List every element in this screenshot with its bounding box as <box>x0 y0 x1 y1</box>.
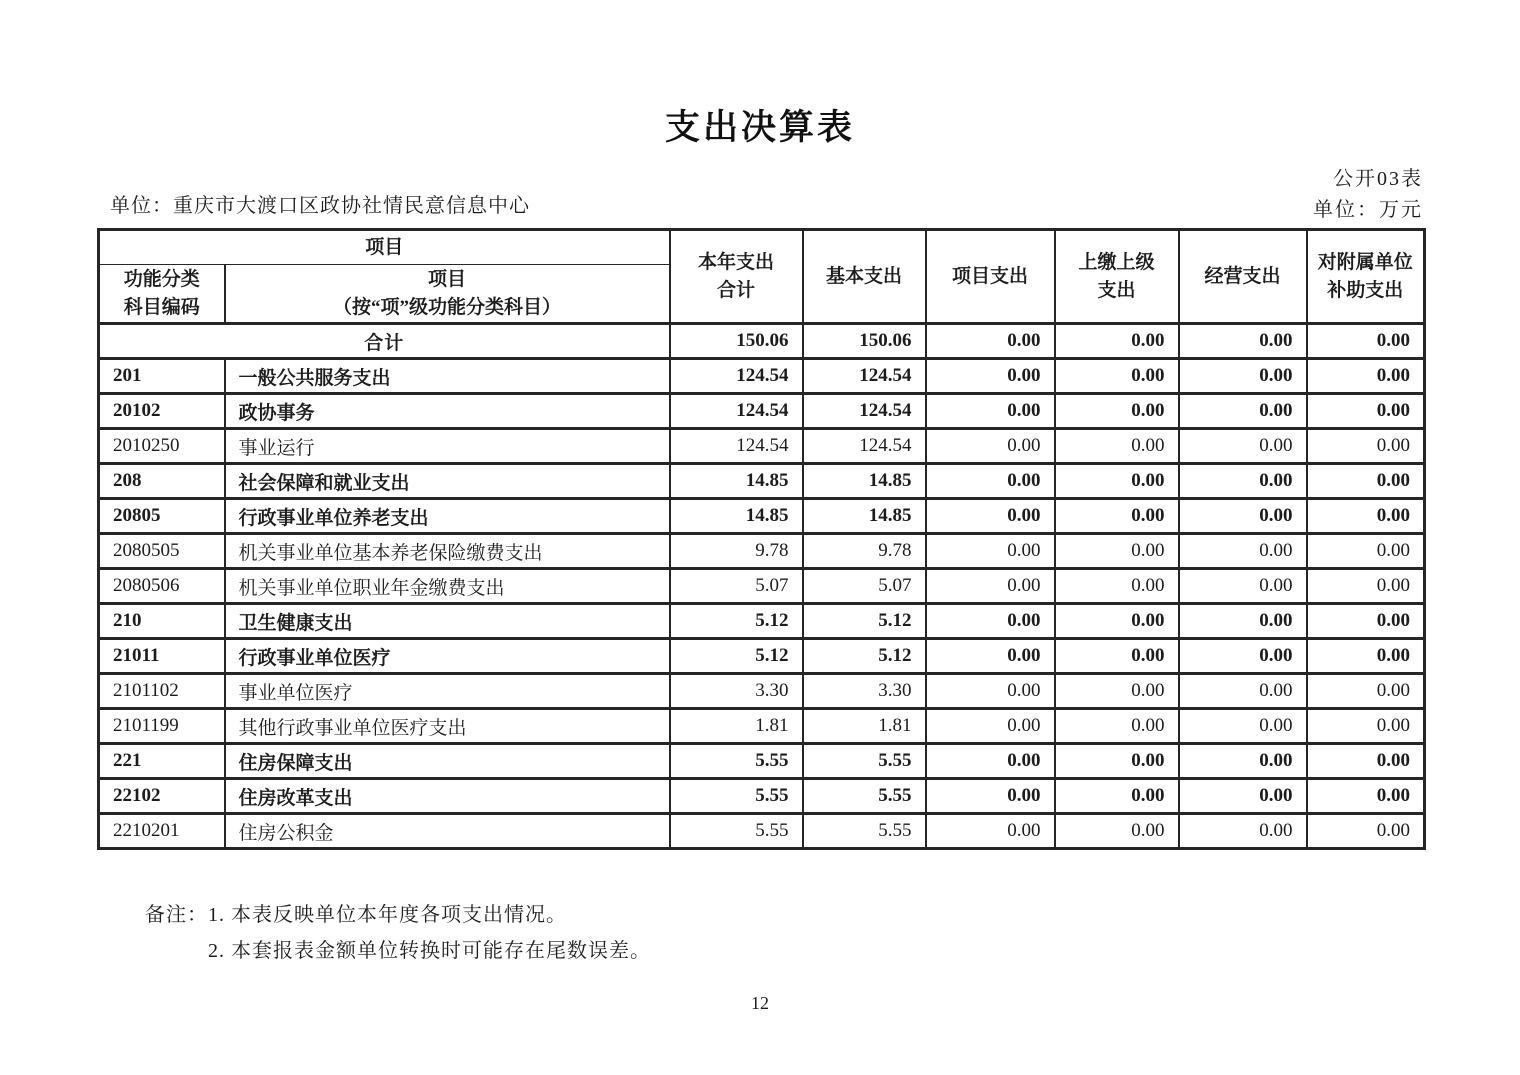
function-code-cell: 2101102 <box>99 674 225 709</box>
function-code-cell: 22102 <box>99 779 225 814</box>
table-row <box>99 779 1425 814</box>
value-cell: 3.30 <box>670 674 803 709</box>
value-cell: 0.00 <box>926 429 1055 464</box>
value-cell: 0.00 <box>1307 674 1425 709</box>
value-cell: 0.00 <box>926 709 1055 744</box>
notes-items <box>208 897 651 969</box>
value-cell: 5.55 <box>670 744 803 779</box>
value-cell: 0.00 <box>1055 394 1179 429</box>
value-cell: 5.55 <box>803 814 926 849</box>
total-value-cell: 0.00 <box>1179 324 1307 359</box>
value-cell: 0.00 <box>1179 709 1307 744</box>
value-cell: 124.54 <box>670 394 803 429</box>
header-row-group <box>99 230 1425 265</box>
value-cell: 5.12 <box>670 639 803 674</box>
value-cell: 0.00 <box>1307 604 1425 639</box>
value-cell: 0.00 <box>926 604 1055 639</box>
item-name-cell: 事业运行 <box>225 429 670 464</box>
value-cell: 0.00 <box>1055 359 1179 394</box>
page-number: 12 <box>751 993 769 1013</box>
total-value-cell: 0.00 <box>1307 324 1425 359</box>
value-cell: 0.00 <box>1307 429 1425 464</box>
value-cell: 0.00 <box>1179 744 1307 779</box>
function-code-cell: 20102 <box>99 394 225 429</box>
table-row <box>99 744 1425 779</box>
value-cell: 124.54 <box>670 359 803 394</box>
column-header-upturned-expenditure: 上缴上级 支出 <box>1055 230 1179 324</box>
table-row <box>99 604 1425 639</box>
value-cell: 0.00 <box>926 499 1055 534</box>
value-cell: 14.85 <box>803 464 926 499</box>
total-value-cell: 150.06 <box>803 324 926 359</box>
function-code-cell: 2080505 <box>99 534 225 569</box>
column-header-operating-expenditure: 经营支出 <box>1179 230 1307 324</box>
value-cell: 0.00 <box>1307 394 1425 429</box>
value-cell: 5.55 <box>803 779 926 814</box>
value-cell: 0.00 <box>1055 639 1179 674</box>
value-cell: 5.55 <box>670 779 803 814</box>
value-cell: 1.81 <box>670 709 803 744</box>
notes-section <box>145 897 651 969</box>
value-cell: 0.00 <box>926 744 1055 779</box>
value-cell: 0.00 <box>1307 814 1425 849</box>
value-cell: 0.00 <box>926 639 1055 674</box>
value-cell: 0.00 <box>926 569 1055 604</box>
column-header-basic-expenditure: 基本支出 <box>803 230 926 324</box>
value-cell: 5.12 <box>803 639 926 674</box>
value-cell: 0.00 <box>1179 779 1307 814</box>
column-header-function-code: 功能分类 科目编码 <box>99 265 225 324</box>
item-name-cell: 住房公积金 <box>225 814 670 849</box>
page-title: 支出决算表 <box>664 108 855 147</box>
item-name-cell: 事业单位医疗 <box>225 674 670 709</box>
value-cell: 0.00 <box>1055 744 1179 779</box>
value-cell: 124.54 <box>803 429 926 464</box>
table-header <box>99 230 1425 324</box>
function-code-cell: 201 <box>99 359 225 394</box>
item-name-cell: 住房改革支出 <box>225 779 670 814</box>
table-row <box>99 814 1425 849</box>
value-cell: 124.54 <box>803 359 926 394</box>
function-code-cell: 221 <box>99 744 225 779</box>
value-cell: 0.00 <box>1179 674 1307 709</box>
value-cell: 9.78 <box>670 534 803 569</box>
value-cell: 0.00 <box>1179 639 1307 674</box>
value-cell: 0.00 <box>1179 814 1307 849</box>
table-row <box>99 709 1425 744</box>
table-row <box>99 534 1425 569</box>
expenditure-table <box>97 228 1426 850</box>
org-unit-label: 单位：重庆市大渡口区政协社情民意信息中心 <box>110 195 530 217</box>
value-cell: 0.00 <box>1179 534 1307 569</box>
value-cell: 0.00 <box>926 534 1055 569</box>
value-cell: 0.00 <box>1055 779 1179 814</box>
header-project-group: 项目 <box>99 230 670 265</box>
value-cell: 0.00 <box>926 359 1055 394</box>
value-cell: 5.07 <box>803 569 926 604</box>
table-row <box>99 639 1425 674</box>
function-code-cell: 2010250 <box>99 429 225 464</box>
form-code-label: 公开03表 <box>1333 168 1423 190</box>
value-cell: 0.00 <box>1307 534 1425 569</box>
table-row <box>99 569 1425 604</box>
item-name-cell: 机关事业单位基本养老保险缴费支出 <box>225 534 670 569</box>
function-code-cell: 2210201 <box>99 814 225 849</box>
value-cell: 0.00 <box>926 779 1055 814</box>
value-cell: 124.54 <box>803 394 926 429</box>
function-code-cell: 20805 <box>99 499 225 534</box>
value-cell: 0.00 <box>1179 464 1307 499</box>
function-code-cell: 21011 <box>99 639 225 674</box>
table-row <box>99 464 1425 499</box>
total-value-cell: 0.00 <box>1055 324 1179 359</box>
value-cell: 1.81 <box>803 709 926 744</box>
value-cell: 0.00 <box>1307 639 1425 674</box>
currency-unit-label: 单位：万元 <box>1313 199 1423 221</box>
function-code-cell: 208 <box>99 464 225 499</box>
value-cell: 0.00 <box>1055 464 1179 499</box>
value-cell: 0.00 <box>1307 744 1425 779</box>
value-cell: 0.00 <box>1055 674 1179 709</box>
column-header-subsidy-expenditure: 对附属单位 补助支出 <box>1307 230 1425 324</box>
column-header-project-expenditure: 项目支出 <box>926 230 1055 324</box>
function-code-cell: 2101199 <box>99 709 225 744</box>
function-code-cell: 210 <box>99 604 225 639</box>
table-row <box>99 674 1425 709</box>
value-cell: 5.55 <box>803 744 926 779</box>
item-name-cell: 卫生健康支出 <box>225 604 670 639</box>
function-code-cell: 2080506 <box>99 569 225 604</box>
value-cell: 3.30 <box>803 674 926 709</box>
note-item: 1. 本表反映单位本年度各项支出情况。 <box>208 904 567 926</box>
value-cell: 5.12 <box>803 604 926 639</box>
item-name-cell: 住房保障支出 <box>225 744 670 779</box>
value-cell: 0.00 <box>1055 604 1179 639</box>
table-row <box>99 429 1425 464</box>
note-item: 2. 本套报表金额单位转换时可能存在尾数误差。 <box>208 940 651 962</box>
table-total-row <box>99 324 1425 359</box>
item-name-cell: 政协事务 <box>225 394 670 429</box>
item-name-cell: 机关事业单位职业年金缴费支出 <box>225 569 670 604</box>
value-cell: 0.00 <box>1179 604 1307 639</box>
value-cell: 0.00 <box>1307 569 1425 604</box>
value-cell: 0.00 <box>926 394 1055 429</box>
value-cell: 0.00 <box>1179 569 1307 604</box>
column-header-item-name: 项目 （按“项”级功能分类科目） <box>225 265 670 324</box>
value-cell: 0.00 <box>1179 429 1307 464</box>
value-cell: 0.00 <box>1307 779 1425 814</box>
value-cell: 5.12 <box>670 604 803 639</box>
value-cell: 0.00 <box>1307 359 1425 394</box>
column-header-total-expenditure: 本年支出 合计 <box>670 230 803 324</box>
table-row <box>99 394 1425 429</box>
value-cell: 5.55 <box>670 814 803 849</box>
total-value-cell: 0.00 <box>926 324 1055 359</box>
table-body <box>99 324 1425 849</box>
table-row <box>99 359 1425 394</box>
total-label-cell: 合计 <box>99 324 670 359</box>
value-cell: 0.00 <box>926 674 1055 709</box>
value-cell: 0.00 <box>1307 709 1425 744</box>
value-cell: 0.00 <box>1179 499 1307 534</box>
notes-label: 备注： <box>145 904 208 926</box>
value-cell: 14.85 <box>670 499 803 534</box>
value-cell: 0.00 <box>1179 359 1307 394</box>
value-cell: 0.00 <box>1055 814 1179 849</box>
item-name-cell: 一般公共服务支出 <box>225 359 670 394</box>
value-cell: 5.07 <box>670 569 803 604</box>
value-cell: 0.00 <box>926 464 1055 499</box>
value-cell: 0.00 <box>1179 394 1307 429</box>
total-value-cell: 150.06 <box>670 324 803 359</box>
value-cell: 0.00 <box>1055 499 1179 534</box>
value-cell: 0.00 <box>1055 569 1179 604</box>
item-name-cell: 社会保障和就业支出 <box>225 464 670 499</box>
value-cell: 0.00 <box>1055 429 1179 464</box>
item-name-cell: 行政事业单位医疗 <box>225 639 670 674</box>
value-cell: 0.00 <box>926 814 1055 849</box>
value-cell: 124.54 <box>670 429 803 464</box>
value-cell: 14.85 <box>803 499 926 534</box>
value-cell: 0.00 <box>1055 709 1179 744</box>
value-cell: 9.78 <box>803 534 926 569</box>
value-cell: 0.00 <box>1055 534 1179 569</box>
item-name-cell: 行政事业单位养老支出 <box>225 499 670 534</box>
table-row <box>99 499 1425 534</box>
value-cell: 0.00 <box>1307 499 1425 534</box>
item-name-cell: 其他行政事业单位医疗支出 <box>225 709 670 744</box>
value-cell: 0.00 <box>1307 464 1425 499</box>
value-cell: 14.85 <box>670 464 803 499</box>
